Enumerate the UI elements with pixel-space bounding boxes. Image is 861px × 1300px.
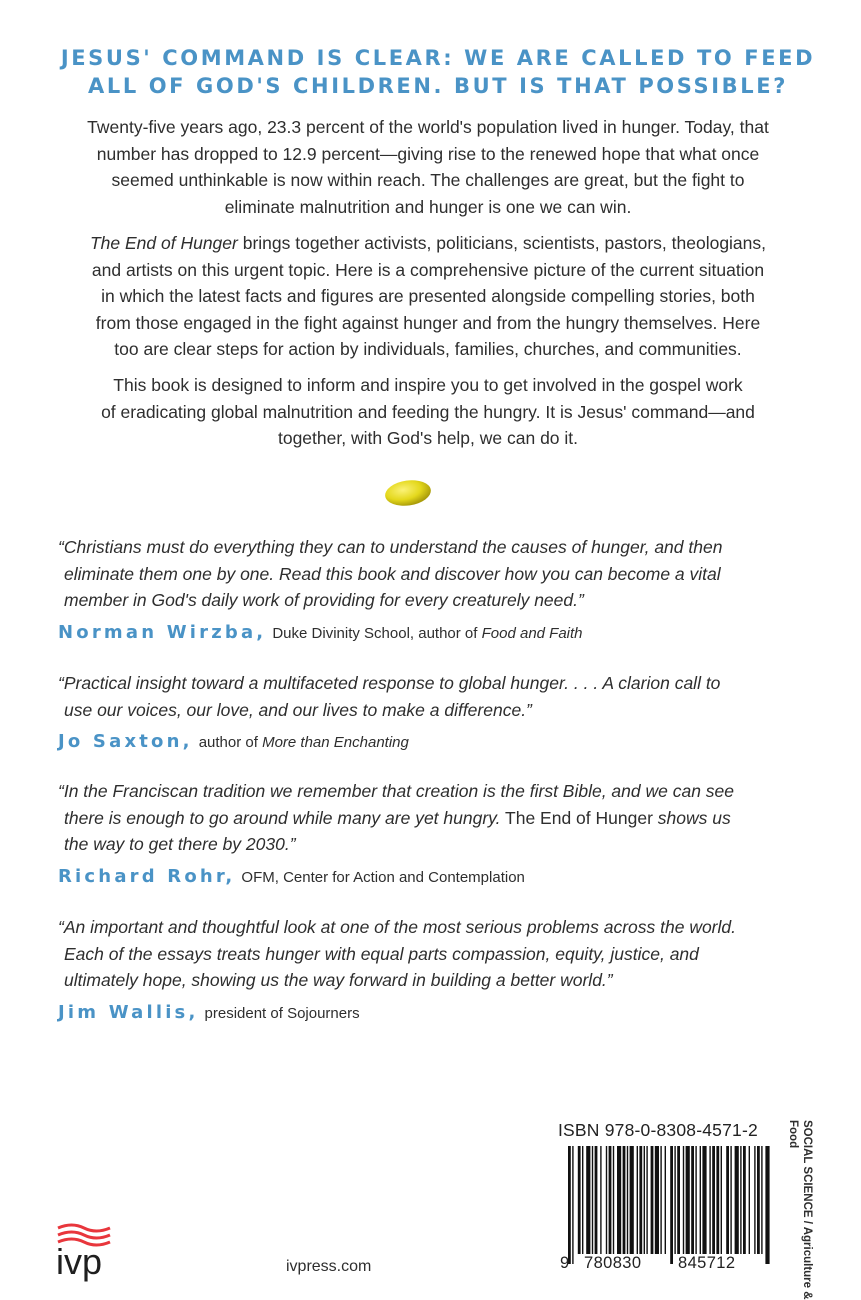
barcode-bar bbox=[639, 1146, 642, 1254]
endorsement-quote-2 bbox=[58, 670, 798, 757]
endorser-affiliation: Duke Divinity School, author of bbox=[272, 624, 482, 642]
barcode-bar bbox=[765, 1146, 769, 1264]
barcode-bar bbox=[592, 1146, 593, 1254]
barcode-bar bbox=[683, 1146, 684, 1254]
barcode-bar bbox=[730, 1146, 731, 1254]
barcode-bar bbox=[595, 1146, 598, 1254]
headline-line-2: ALL OF GOD'S CHILDREN. BUT IS THAT POSSIBLE? bbox=[88, 74, 788, 98]
barcode-bar bbox=[582, 1146, 583, 1254]
barcode-bar bbox=[568, 1146, 571, 1264]
barcode-bar bbox=[606, 1146, 607, 1254]
barcode-bar bbox=[572, 1146, 573, 1264]
endorser-name: Jim Wallis, bbox=[58, 1001, 199, 1023]
barcode-bar bbox=[740, 1146, 741, 1254]
barcode-bar bbox=[623, 1146, 626, 1254]
quote-line: “Christians must do everything they can to understand the causes of hunger, and then bbox=[58, 537, 723, 557]
barcode-bar bbox=[743, 1146, 746, 1254]
barcode-bar bbox=[709, 1146, 710, 1254]
endorsement-attribution bbox=[58, 864, 798, 892]
paragraph-line: Twenty-five years ago, 23.3 percent of the world's population lived in hunger. Today, that bbox=[87, 117, 769, 137]
paragraph-line bbox=[58, 230, 798, 257]
quote-line: Each of the essays treats hunger with equal parts compassion, equity, justice, and bbox=[64, 943, 699, 964]
quote-line: “Practical insight toward a multifaceted response to global hunger. . . . A clarion call to bbox=[58, 673, 721, 693]
barcode-bar bbox=[609, 1146, 612, 1254]
endorser-affiliation: president of Sojourners bbox=[204, 1004, 360, 1022]
barcode-bar bbox=[749, 1146, 750, 1254]
quote-line: use our voices, our love, and our lives to make a difference.” bbox=[64, 699, 532, 720]
endorsement-quote-1 bbox=[58, 534, 798, 647]
barcode bbox=[564, 1146, 774, 1266]
paragraph-line: eliminate malnutrition and hunger is one we can win. bbox=[224, 196, 632, 217]
paragraph-line: This book is designed to inform and inspire you to get involved in the gospel work bbox=[113, 375, 743, 395]
endorser-name: Jo Saxton, bbox=[58, 731, 193, 752]
barcode-bar bbox=[726, 1146, 729, 1254]
publisher-website: ivpress.com bbox=[286, 1258, 372, 1275]
ivp-logo-text: ivp bbox=[56, 1241, 103, 1282]
barcode-bar bbox=[674, 1146, 675, 1254]
description-paragraph-1 bbox=[58, 114, 798, 220]
endorsement-quote-4 bbox=[58, 914, 798, 1027]
quote-line: “In the Franciscan tradition we remember that creation is the first Bible, and we can see bbox=[58, 781, 735, 801]
paragraph-line: together, with God's help, we can do it. bbox=[277, 428, 579, 448]
barcode-digit-first: 9 bbox=[560, 1254, 570, 1272]
endorser-work: Food and Faith bbox=[481, 624, 583, 642]
paragraph-text: brings together activists, politicians, scientists, pastors, theologians, bbox=[237, 233, 767, 253]
quote-line bbox=[58, 805, 798, 832]
paragraph-line: of eradicating global malnutrition and feeding the hungry. It is Jesus' command—and bbox=[101, 401, 755, 422]
barcode-bar bbox=[578, 1146, 581, 1254]
paragraph-line: seemed unthinkable is now within reach. The challenges are great, but the fight to bbox=[111, 170, 745, 190]
barcode-digits-left: 780830 bbox=[584, 1254, 642, 1272]
barcode-bar bbox=[695, 1146, 696, 1254]
yellow-bean-icon bbox=[383, 478, 433, 508]
barcode-bar bbox=[686, 1146, 690, 1254]
barcode-bar bbox=[586, 1146, 590, 1254]
barcode-bar bbox=[613, 1146, 614, 1254]
endorsement-quote-3 bbox=[58, 778, 798, 891]
ivp-logo bbox=[52, 1222, 114, 1288]
barcode-bar bbox=[637, 1146, 638, 1254]
barcode-bar bbox=[712, 1146, 715, 1254]
endorser-name: Richard Rohr, bbox=[58, 865, 236, 887]
paragraph-line: in which the latest facts and figures are presented alongside compelling stories, both bbox=[101, 286, 755, 306]
barcode-bar bbox=[660, 1146, 661, 1254]
endorsement-attribution bbox=[58, 729, 798, 757]
barcode-bar bbox=[644, 1146, 645, 1254]
endorser-name: Norman Wirzba, bbox=[58, 621, 267, 643]
barcode-bar bbox=[721, 1146, 722, 1254]
paragraph-line: from those engaged in the fight against hunger and from the hungry themselves. Here bbox=[95, 312, 761, 333]
barcode-bar bbox=[670, 1146, 673, 1264]
barcode-bar bbox=[655, 1146, 659, 1254]
endorser-work: More than Enchanting bbox=[262, 734, 409, 751]
barcode-bar bbox=[665, 1146, 666, 1254]
paragraph-line: and artists on this urgent topic. Here is a comprehensive picture of the current situation bbox=[91, 259, 765, 280]
headline-line-1: JESUS' COMMAND IS CLEAR: WE ARE CALLED TO FEED bbox=[60, 46, 816, 70]
book-title: The End of Hunger bbox=[89, 233, 238, 253]
endorser-affiliation: author of bbox=[198, 734, 263, 751]
barcode-bar bbox=[677, 1146, 680, 1254]
endorser-affiliation: OFM, Center for Action and Contemplation bbox=[241, 868, 525, 886]
barcode-bar bbox=[761, 1146, 762, 1254]
barcode-bar bbox=[646, 1146, 647, 1254]
barcode-bar bbox=[691, 1146, 694, 1254]
quote-text: shows us bbox=[652, 807, 731, 828]
quote-line: member in God's daily work of providing for every creaturely need.” bbox=[64, 590, 584, 610]
quote-line: “An important and thoughtful look at one of the most serious problems across the world. bbox=[58, 917, 736, 937]
barcode-bar bbox=[700, 1146, 701, 1254]
barcode-bar bbox=[627, 1146, 628, 1254]
subject-category: SOCIAL SCIENCE / Agriculture & Food bbox=[787, 1120, 813, 1300]
barcode-digits-right: 845712 bbox=[678, 1254, 736, 1272]
paragraph-line: number has dropped to 12.9 percent—giving rise to the renewed hope that what once bbox=[96, 143, 760, 164]
quote-line: the way to get there by 2030.” bbox=[64, 834, 296, 854]
endorsement-attribution bbox=[58, 1000, 798, 1028]
barcode-bar bbox=[754, 1146, 755, 1254]
barcode-bar bbox=[702, 1146, 706, 1254]
book-title: The End of Hunger bbox=[500, 807, 653, 828]
barcode-bar bbox=[617, 1146, 621, 1254]
barcode-bar bbox=[600, 1146, 601, 1254]
quote-line: eliminate them one by one. Read this book and discover how you can become a vital bbox=[64, 563, 721, 584]
paragraph-line: too are clear steps for action by individuals, families, churches, and communities. bbox=[114, 339, 742, 359]
barcode-bar bbox=[716, 1146, 719, 1254]
description-paragraph-3 bbox=[58, 372, 798, 452]
quote-text: there is enough to go around while many are yet hungry. bbox=[64, 807, 501, 828]
barcode-bar bbox=[630, 1146, 634, 1254]
description-paragraph-2 bbox=[58, 230, 798, 363]
barcode-bar bbox=[757, 1146, 760, 1254]
isbn-label: ISBN 978-0-8308-4571-2 bbox=[558, 1120, 758, 1140]
endorsement-attribution bbox=[58, 620, 798, 648]
headline bbox=[58, 44, 818, 100]
quote-line: ultimately hope, showing us the way forward in building a better world.” bbox=[64, 970, 613, 990]
barcode-bar bbox=[735, 1146, 739, 1254]
barcode-bar bbox=[651, 1146, 654, 1254]
